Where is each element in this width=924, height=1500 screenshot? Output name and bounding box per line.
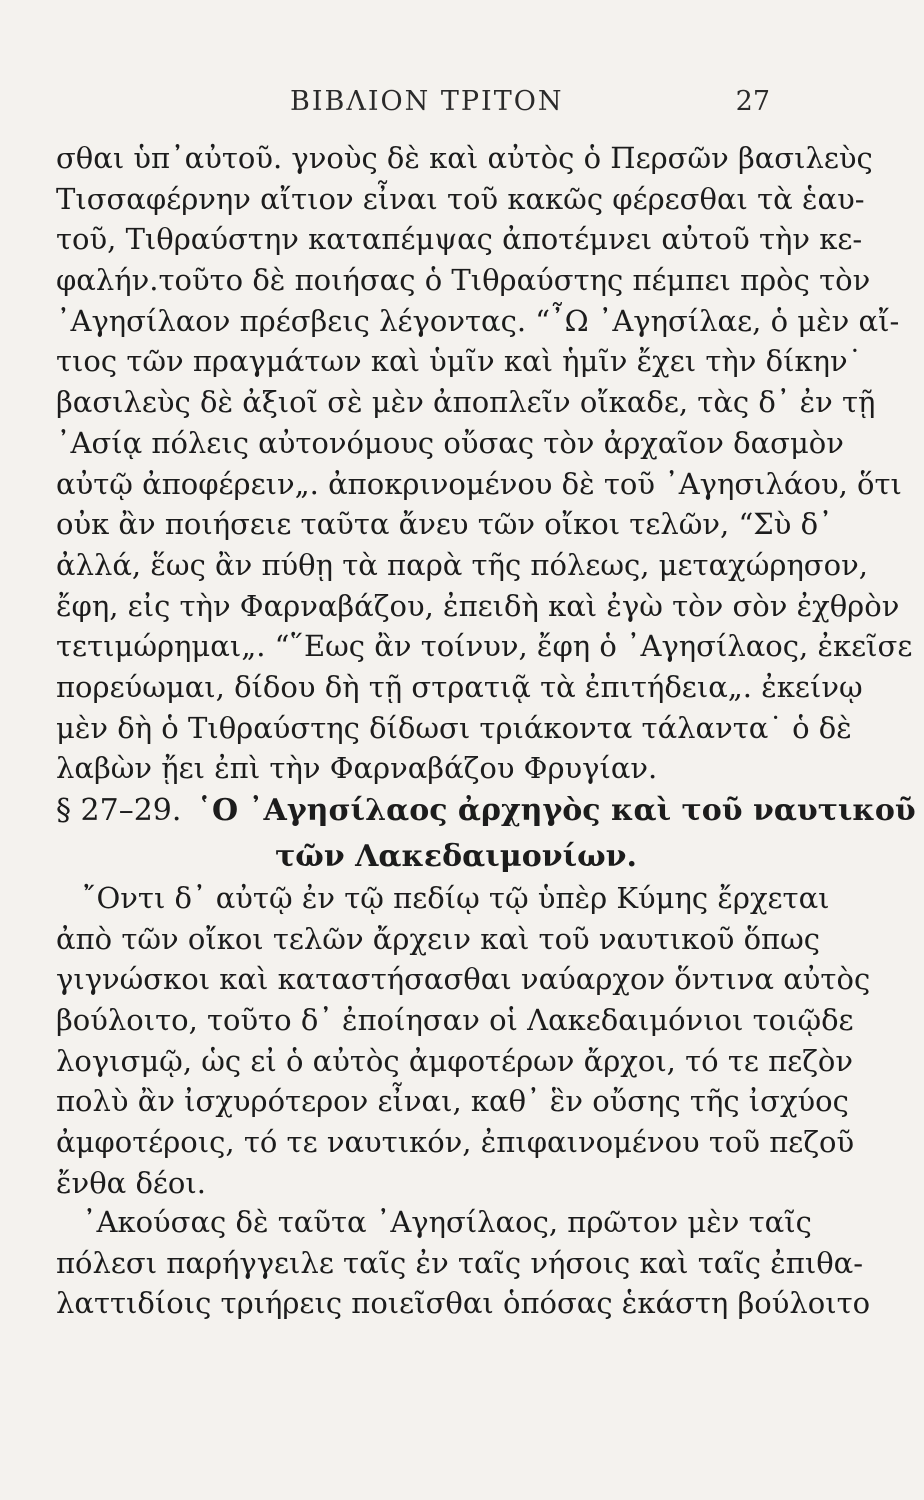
text-line: λαττιδίοις τριήρεις ποιεῖσθαι ὁπόσας ἑκάστη βούλοιτο (56, 1286, 871, 1321)
paragraph-2 (56, 878, 871, 1204)
paragraph-1 (56, 138, 913, 789)
text-line: γιγνώσκοι καὶ καταστήσασθαι ναύαρχον ὅντινα αὐτὸς (56, 962, 871, 997)
text-line: ᾽Ακούσας δὲ ταῦτα ᾽Αγησίλαος, πρῶτον μὲν ταῖς (82, 1205, 812, 1239)
text-line: ἔνθα δέοι. (56, 1165, 206, 1200)
running-header (60, 86, 770, 126)
text-line: ῎Οντι δ᾽ αὐτῷ ἐν τῷ πεδίῳ τῷ ὑπὲρ Κύμης ἔρχεται (82, 881, 830, 915)
paragraph-3 (56, 1202, 871, 1324)
text-line: τετιμώρημαι„. “῞Εως ἂν τοίνυν, ἔφη ὁ ᾽Αγησίλαος, ἐκεῖσε (56, 629, 913, 664)
text-line: λογισμῷ, ὡς εἰ ὁ αὐτὸς ἀμφοτέρων ἄρχοι, τό τε πεζὸν (56, 1043, 854, 1078)
text-line: λαβὼν ᾔει ἐπὶ τὴν Φαρναβάζου Φρυγίαν. (56, 751, 658, 786)
text-line: ἀπὸ τῶν οἴκοι τελῶν ἄρχειν καὶ τοῦ ναυτικοῦ ὅπως (56, 921, 820, 956)
text-line: ᾽Αγησίλαον πρέσβεις λέγοντας. “῏Ω ᾽Αγησίλαε, ὁ μὲν αἴ- (56, 303, 900, 338)
text-line: ἀμφοτέροις, τό τε ναυτικόν, ἐπιφαινομένου τοῦ πεζοῦ (56, 1125, 855, 1160)
section-heading (56, 788, 916, 880)
text-line: πόλεσι παρήγγειλε ταῖς ἐν ταῖς νήσοις καὶ ταῖς ἐπιθα- (56, 1245, 864, 1280)
text-line: πορεύωμαι, δίδου δὴ τῇ στρατιᾷ τὰ ἐπιτήδεια„. ἐκείνῳ (56, 669, 863, 704)
text-line: ἔφη, εἰς τὴν Φαρναβάζου, ἐπειδὴ καὶ ἐγὼ τὸν σὸν ἐχθρὸν (56, 588, 900, 623)
text-line: ἀλλά, ἕως ἂν πύθῃ τὰ παρὰ τῆς πόλεως, μεταχώρησον, (56, 547, 868, 582)
section-heading-line-1 (56, 788, 916, 834)
text-line: τιος τῶν πραγμάτων καὶ ὑμῖν καὶ ἡμῖν ἔχει τὴν δίκην˙ (56, 344, 863, 379)
section-title-part-1: ῾Ο ᾽Αγησίλαος ἀρχηγὸς καὶ τοῦ ναυτικοῦ (196, 793, 916, 828)
section-mark: § 27–29. (56, 793, 182, 828)
text-line: Τισσαφέρνην αἴτιον εἶναι τοῦ κακῶς φέρεσθαι τὰ ἑαυ- (56, 181, 865, 216)
section-title-part-2: τῶν Λακεδαιμονίων. (275, 839, 637, 874)
text-line: βούλοιτο, τοῦτο δ᾽ ἐποίησαν οἱ Λακεδαιμόνιοι τοιῷδε (56, 1003, 854, 1038)
text-line: φαλήν.τοῦτο δὲ ποιήσας ὁ Τιθραύστης πέμπει πρὸς τὸν (56, 263, 871, 298)
text-line: ᾽Ασίᾳ πόλεις αὐτονόμους οὔσας τὸν ἀρχαῖον δασμὸν (56, 425, 844, 460)
text-line: βασιλεὺς δὲ ἀξιοῖ σὲ μὲν ἀποπλεῖν οἴκαδε, τὰς δ᾽ ἐν τῇ (56, 385, 876, 420)
text-line: τοῦ, Τιθραύστην καταπέμψας ἀποτέμνει αὐτοῦ τὴν κε- (56, 222, 863, 257)
text-line: μὲν δὴ ὁ Τιθραύστης δίδωσι τριάκοντα τάλαντα˙ ὁ δὲ (56, 710, 852, 745)
page-number: 27 (735, 86, 770, 117)
running-title: ΒΙΒΛΙΟΝ ΤΡΙΤΟΝ (290, 86, 564, 117)
text-line: σθαι ὑπ᾽αὐτοῦ. γνοὺς δὲ καὶ αὐτὸς ὁ Περσῶν βασιλεὺς (56, 141, 873, 175)
text-line: αὐτῷ ἀποφέρειν„. ἀποκρινομένου δὲ τοῦ ᾽Αγησιλάου, ὅτι (56, 466, 902, 501)
text-line: πολὺ ἂν ἰσχυρότερον εἶναι, καθ᾽ ἓν οὔσης τῆς ἰσχύος (56, 1084, 849, 1119)
text-line: οὐκ ἂν ποιήσειε ταῦτα ἄνευ τῶν οἴκοι τελῶν, “Σὺ δ᾽ (56, 507, 833, 542)
